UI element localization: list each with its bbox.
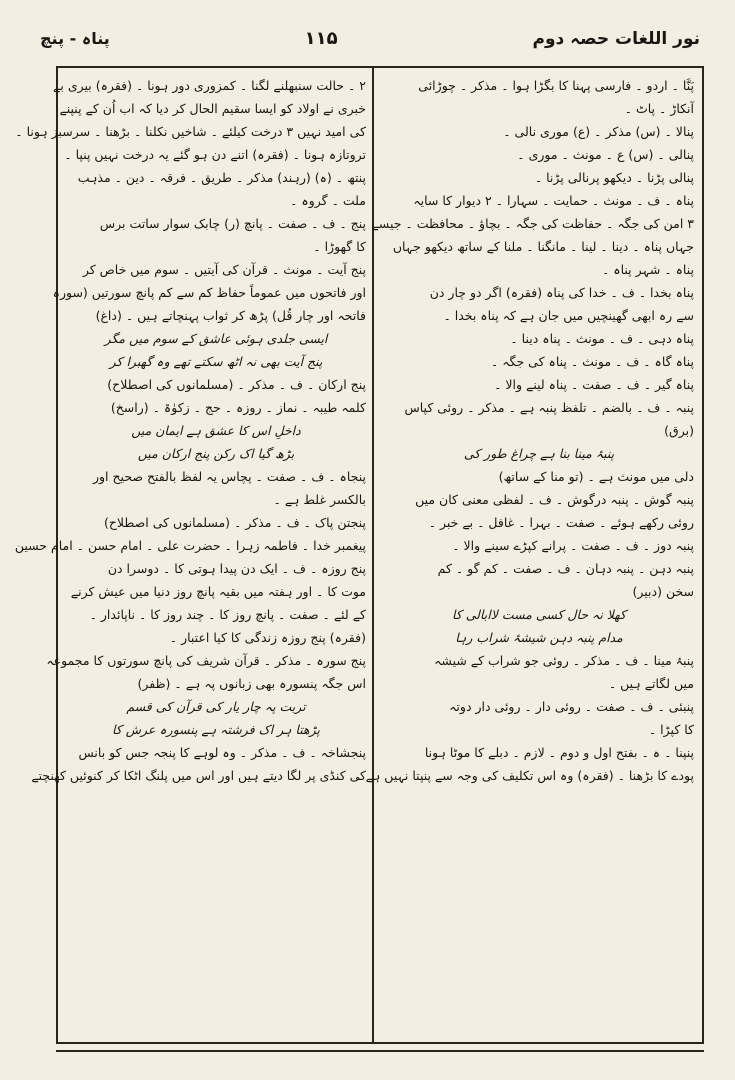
text-line: آنکاڑ ۔ پاٹ ۔ — [624, 101, 694, 116]
text-line: تربت پہ چار یار کی قرآن کی قسم — [126, 699, 306, 714]
text-line: کا کپڑا ۔ — [648, 722, 694, 737]
text-line: کھلا نہ حال کسی مست لاابالی کا — [452, 607, 626, 622]
text-line: پڑھتا ہر اک فرشتہ ہے پنسورہ عرش کا — [112, 722, 320, 737]
text-line: کا گھوڑا ۔ — [313, 239, 366, 254]
text-line: دلی میں مونث ہے ۔ (تو منا کے ساتھ) — [498, 469, 694, 484]
text-line: پَنَّا ۔ اردو ۔ فارسی پہنا کا بگڑا ہوا ۔ مذکر ۔ چوڑائی — [418, 78, 694, 93]
left-column — [14, 74, 366, 1036]
text-line: پنبہ دوز ۔ ف ۔ صفت ۔ پرانے کپڑے سینے والا ۔ — [452, 538, 694, 553]
text-line: پنج روزہ ۔ ف ۔ ایک دن پیدا ہوتی کا ۔ دوسرا دن — [107, 561, 366, 576]
text-line: پنالی ۔ (س) ع ۔ مونث ۔ موری ۔ — [517, 147, 694, 162]
text-line: کی امید نہیں ۳ درخت کیلئے ۔ شاخیں نکلنا ۔ بڑھنا ۔ سرسبز ہونا ۔ — [15, 124, 366, 139]
page-header — [40, 18, 700, 58]
text-line: ملت ۔ گروہ ۔ — [290, 193, 366, 208]
text-line: روئی رکھے ہوئے ۔ صفت ۔ بہرا ۔ غافل ۔ بے خبر ۔ — [428, 515, 694, 530]
text-line: پنج آیت بھی نہ اٹھ سکتے تھے وہ گھبرا کر — [109, 354, 323, 369]
text-line: پناہ ۔ ف ۔ مونث ۔ حمایت ۔ سہارا ۔ ۲ دیوار کا سایہ — [413, 193, 694, 208]
text-line: ایسی جلدی ہوئی عاشق کے سوم میں مگر — [104, 331, 328, 346]
text-line: جہاں پناہ ۔ دینا ۔ لینا ۔ مانگنا ۔ ملنا کے ساتھ دیکھو جہاں — [392, 239, 694, 254]
text-line: کی کنڈی پر لگا دیتے ہیں اور اس میں پلنگ اٹکا کر کنوئیں کھنچتے — [31, 768, 366, 783]
text-line: پنجاہ ۔ ف ۔ صفت ۔ پچاس یہ لفظ بالفتح صحیح اور — [92, 469, 366, 484]
text-line: اور فاتحوں میں عموماً حفاظ کم سے کم پانچ سورتیں (سورہ — [52, 285, 366, 300]
text-line: پودے کا بڑھنا ۔ (فقرہ) وہ اس تکلیف کی وجہ سے پنپتا نہیں ہے ۔ — [354, 768, 694, 783]
text-line: خبری نے اولاد کو ایسا سقیم الحال کر دیا کہ اب اُن کے پنپنے — [59, 101, 366, 116]
text-line: سے رہ ابھی گھینچیں میں جان ہے کہ پناہ بخدا ۔ — [443, 308, 694, 323]
text-line: کلمہ طیبہ ۔ نماز ۔ روزہ ۔ حج ۔ زکوٰۃ ۔ (راسخ) — [110, 400, 366, 415]
text-line: پنج سورہ ۔ مذکر ۔ قرآن شریف کی پانچ سورتوں کا مجموعہ — [46, 653, 366, 668]
text-line: پیغمبر خدا ۔ فاطمہ زہرا ۔ حضرت علی ۔ امام حسن ۔ امام حسین — [14, 538, 366, 553]
text-line: پنج ارکان ۔ ف ۔ مذکر ۔ (مسلمانوں کی اصطلاح) — [107, 377, 366, 392]
text-line: داخلِ اس کا عشق ہے ایمان میں — [131, 423, 301, 438]
text-line: (فقرہ) پنج روزہ زندگی کا کیا اعتبار ۔ — [169, 630, 366, 645]
text-line: بڑھ گیا اک رکن پنج ارکان میں — [137, 446, 295, 461]
text-line: پنبہ ۔ ف ۔ بالضم ۔ تلفظ پنبہ ہے ۔ مذکر ۔ روئی کپاس — [404, 400, 694, 415]
text-line: پنجتن پاک ۔ ف ۔ مذکر ۔ (مسلمانوں کی اصطلاح) — [103, 515, 366, 530]
book-title: نور اللغات حصہ دوم — [532, 28, 700, 49]
text-line: موت کا ۔ اور ہفتہ میں بقیہ پانچ روز دنیا میں عیش کرنے — [70, 584, 366, 599]
text-line: پنالا ۔ (س) مذکر ۔ (ع) موری نالی ۔ — [503, 124, 694, 139]
text-line: تروتازہ ہونا ۔ (فقرہ) اتنے دن ہو گئے یہ درخت نہیں پنپا ۔ — [64, 147, 366, 162]
text-line: پناہ بخدا ۔ ف ۔ خدا کی پناہ (فقرہ) اگر دو چار دن — [429, 285, 694, 300]
text-line: پنبہ گوش ۔ پنبہ درگوش ۔ ف ۔ لفظی معنی کان میں — [415, 492, 694, 507]
text-line: پنج ۔ ف ۔ صفت ۔ پانچ (ر) چابک سوار ساتت برس — [99, 216, 366, 231]
text-line: پناہ ۔ شہر پناہ ۔ — [601, 262, 694, 277]
text-line: کے لئے ۔ صفت ۔ پانچ روز کا ۔ چند روز کا ۔ ناپائدار ۔ — [89, 607, 366, 622]
text-line: پنجشاخہ ۔ ف ۔ مذکر ۔ وہ لوہے کا پنجہ جس کو بانس — [78, 745, 366, 760]
text-line: پنبۂ مینا بنا ہے چراغ طور کی — [463, 446, 615, 461]
text-line: پنبہ دہن ۔ پنبہ دہان ۔ ف ۔ صفت ۔ کم گو ۔ کم — [437, 561, 694, 576]
text-line: بالکسر غلط ہے ۔ — [273, 492, 366, 507]
word-range: پناہ - پنچ — [40, 28, 110, 48]
text-line: میں لگاتے ہیں ۔ — [608, 676, 694, 691]
page-number: ۱۱۵ — [304, 27, 338, 49]
text-line: پناہ گیر ۔ ف ۔ صفت ۔ پناہ لینے والا ۔ — [494, 377, 694, 392]
text-line: پنبۂ مینا ۔ ف ۔ مذکر ۔ روئی جو شراب کے شیشہ — [434, 653, 694, 668]
text-line: ۳ امن کی جگہ ۔ حفاظت کی جگہ ۔ بچاؤ ۔ محافظت ۔ جیسے — [371, 216, 694, 231]
right-column — [354, 74, 694, 1036]
text-line: سخن (دبیر) — [632, 584, 694, 599]
text-line: پنبئی ۔ ف ۔ صفت ۔ روئی دار ۔ روئی دار دوتہ — [449, 699, 694, 714]
text-line: پنپنا ۔ ہ ۔ بفتح اول و دوم ۔ لازم ۔ دبلے کا موٹا ہونا — [424, 745, 694, 760]
text-line: اس جگہ پنسورہ بھی زبانوں پہ ہے ۔ (ظفر) — [137, 676, 366, 691]
text-line: فاتحہ اور چار قُل) پڑھ کر ثواب پہنچاتے ہیں ۔ (داغ) — [95, 308, 366, 323]
footer-rule — [56, 1050, 704, 1052]
text-line: پنتھ ۔ (ہ) (رہند) مذکر ۔ طریق ۔ فرقہ ۔ دین ۔ مذہب — [77, 170, 366, 185]
text-line: پناہ گاہ ۔ ف ۔ مونث ۔ پناہ کی جگہ ۔ — [490, 354, 694, 369]
text-line: پنالی پڑنا ۔ دیکھو پرنالی پڑنا ۔ — [534, 170, 694, 185]
text-line: پناہ دہی ۔ ف ۔ مونث ۔ پناہ دینا ۔ — [510, 331, 694, 346]
text-line: پنج آیت ۔ مونث ۔ قرآن کی آیتیں ۔ سوم میں خاص کر — [82, 262, 366, 277]
text-line: (برق) — [664, 423, 694, 438]
text-line: مدام پنبہ دہن شیشۂ شراب رہا — [455, 630, 623, 645]
text-line: ۲ ۔ حالت سنبھلنے لگنا ۔ کمزوری دور ہونا ۔ (فقرہ) بیری بے — [53, 78, 366, 93]
